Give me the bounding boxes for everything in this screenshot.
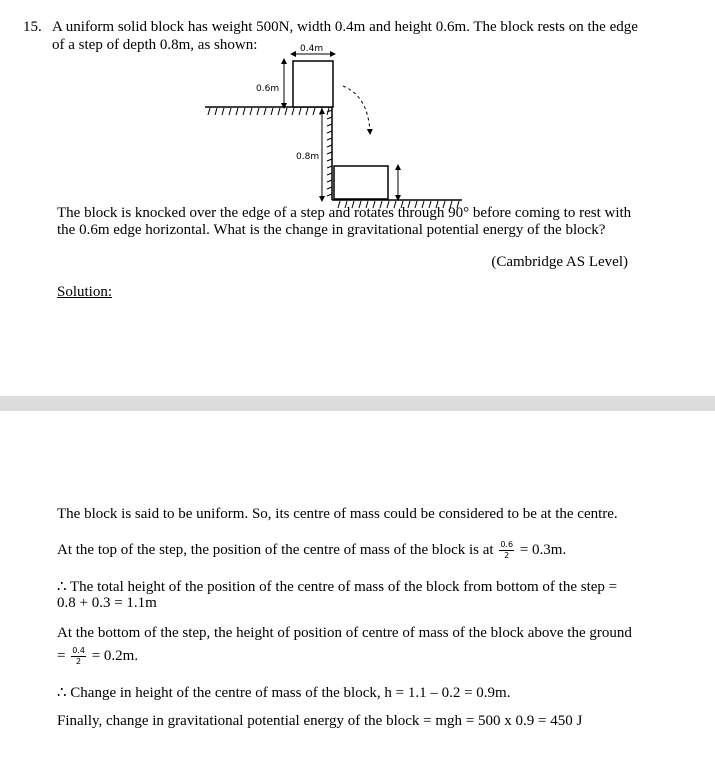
solution-step-3-line1: ∴ The total height of the position of the centre of mass of the block from bottom of the step =	[57, 579, 618, 595]
source-citation: (Cambridge AS Level)	[491, 254, 628, 270]
fraction-bottom	[71, 646, 86, 667]
solution-step-4-line2	[57, 646, 138, 667]
width-label: 0.4m	[300, 44, 324, 54]
fraction-bottom-num: 0.4	[72, 646, 85, 655]
step-diagram	[200, 40, 470, 210]
solution-step-1: The block is said to be uniform. So, its centre of mass could be considered to be at the centre.	[57, 506, 618, 522]
page-separator	[0, 396, 715, 411]
fall-path-arrow	[343, 86, 370, 132]
upper-ground-hatch	[208, 108, 329, 115]
block-upright	[293, 61, 333, 107]
solution-step-6: Finally, change in gravitational potential energy of the block = mgh = 500 x 0.9 = 450 J	[57, 713, 583, 729]
solution-step-4-line1: At the bottom of the step, the height of position of centre of mass of the block above the ground	[57, 625, 632, 641]
solution-step-2-text: At the top of the step, the position of the centre of mass of the block is at	[57, 541, 494, 558]
question-number: 15.	[23, 19, 42, 35]
fraction-top-num: 0.6	[500, 540, 514, 549]
solution-heading: Solution:	[57, 284, 113, 300]
solution-step-2-result: = 0.3m.	[519, 541, 567, 558]
height-label: 0.6m	[256, 84, 280, 94]
solution-step-4-result: = 0.2m.	[91, 647, 139, 664]
solution-step-2	[57, 540, 566, 561]
question-text-line4: the 0.6m edge horizontal. What is the change in gravitational potential energy of the block?	[57, 222, 606, 238]
solution-step-4-prefix: =	[57, 647, 66, 664]
solution-step-3-line2: 0.8 + 0.3 = 1.1m	[57, 595, 157, 611]
question-text-line3: The block is knocked over the edge of a step and rotates through 90° before coming to rest with	[57, 205, 632, 221]
fraction-top-den: 2	[504, 551, 510, 560]
fraction-top	[499, 540, 514, 561]
fraction-bottom-den: 2	[76, 657, 82, 666]
question-text-line1: A uniform solid block has weight 500N, width 0.4m and height 0.6m. The block rests on the edge	[52, 19, 638, 35]
block-fallen	[334, 166, 388, 199]
solution-step-5: ∴ Change in height of the centre of mass of the block, h = 1.1 – 0.2 = 0.9m.	[57, 685, 511, 701]
question-text-line2: of a step of depth 0.8m, as shown:	[52, 37, 258, 53]
depth-label: 0.8m	[296, 152, 320, 162]
